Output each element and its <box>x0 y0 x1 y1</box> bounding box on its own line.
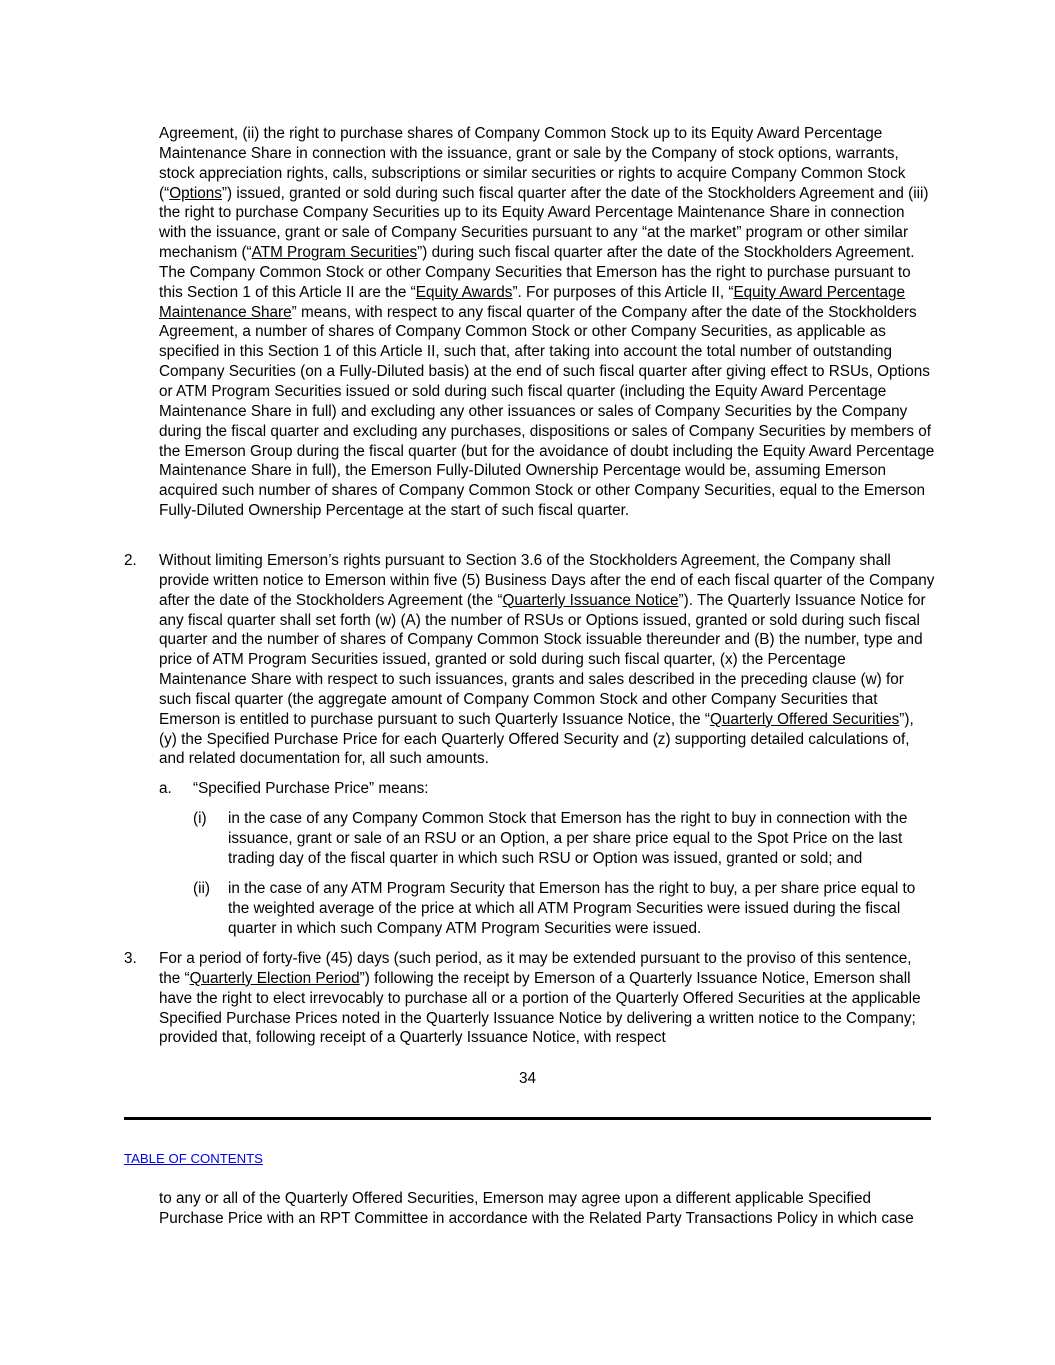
item-3-number: 3. <box>124 950 137 967</box>
table-of-contents-link[interactable]: TABLE OF CONTENTS <box>124 1151 263 1166</box>
continued-paragraph: Agreement, (ii) the right to purchase shares of Company Common Stock up to its Equity Award Percentage Maintenance Share in connection with the issuance, grant or sale by the Company of stock options, warrants, stock appreciation rights, calls, subscriptions or similar securities or rights to acquire Company Common Stock (“Options”) issued, granted or sold during such fiscal quarter after the date of the Stockholders Agreement and (iii) the right to purchase Company Securities up to its Equity Award Percentage Maintenance Share in connection with the issuance, grant or sale of Company Securities pursuant to any “at the market” program or other similar mechanism (“ATM Program Securities”) during such fiscal quarter after the date of the Stockholders Agreement. The Company Common Stock or other Company Securities that Emerson has the right to purchase pursuant to this Section 1 of this Article II are the “Equity Awards”. For purposes of this Article II, “Equity Award Percentage Maintenance Share” means, with respect to any fiscal quarter of the Company after the date of the Stockholders Agreement, a number of shares of Company Common Stock or other Company Securities, as applicable as specified in this Section 1 of this Article II, such that, after taking into account the total number of outstanding Company Securities (on a Fully-Diluted basis) at the end of such fiscal quarter after giving effect to RSUs, Options or ATM Program Securities issued or sold during such fiscal quarter (including the Equity Award Percentage Maintenance Share in full) and excluding any other issuances or sales of Company Securities by the Company during the fiscal quarter and excluding any purchases, dispositions or sales of Company Securities by members of the Emerson Group during the fiscal quarter (but for the avoidance of doubt including the Equity Award Percentage Maintenance Share in full), the Emerson Fully-Diluted Ownership Percentage would be, assuming Emerson acquired such number of shares of Company Common Stock or other Company Securities, equal to the Emerson Fully-Diluted Ownership Percentage at the start of such fiscal quarter. <box>159 125 935 520</box>
item-2a-ii-text: in the case of any ATM Program Security that Emerson has the right to buy, a per share price equal to the weighted average of the price at which all ATM Program Securities were issued during the fiscal quarter in which such Company ATM Program Securities were issued. <box>228 880 916 937</box>
item-2a-text: “Specified Purchase Price” means: <box>193 780 429 797</box>
page-divider <box>124 1117 931 1120</box>
defined-term-quarterly-election-period: Quarterly Election Period <box>189 969 360 987</box>
defined-term-quarterly-issuance-notice: Quarterly Issuance Notice <box>502 591 679 609</box>
defined-term-equity-award-percentage-maintenance-share: Equity Award Percentage Maintenance Share <box>159 283 905 321</box>
item-2a-letter: a. <box>159 780 172 797</box>
item-3-paragraph: For a period of forty-five (45) days (such period, as it may be extended pursuant to the proviso of this sentence, the “Quarterly Election Period”) following the receipt by Emerson of a Quarterly Issuance Notice, Emerson shall have the right to elect irrevocably to purchase all or a portion of the Quarterly Offered Securities at the applicable Specified Purchase Prices noted in the Quarterly Issuance Notice by delivering a written notice to the Company; provided that, following receipt of a Quarterly Issuance Notice, with respect <box>159 950 921 1047</box>
next-page-paragraph: to any or all of the Quarterly Offered Securities, Emerson may agree upon a different applicable Specified Purchase Price with an RPT Committee in accordance with the Related Party Transactions Policy in which case <box>159 1190 914 1227</box>
defined-term-equity-awards: Equity Awards <box>415 283 513 301</box>
item-2-paragraph: Without limiting Emerson’s rights pursuant to Section 3.6 of the Stockholders Agreement, the Company shall provide written notice to Emerson within five (5) Business Days after the end of each fiscal quarter of the Company after the date of the Stockholders Agreement (the “Quarterly Issuance Notice”). The Quarterly Issuance Notice for any fiscal quarter shall set forth (w) (A) the number of RSUs or Options issued, granted or sold during such fiscal quarter and the number of shares of Company Common Stock issuable thereunder and (B) the number, type and price of ATM Program Securities issued, granted or sold during such fiscal quarter, (x) the Percentage Maintenance Share with respect to such issuances, grants and sales described in the preceding clause (w) for such fiscal quarter (the aggregate amount of Company Common Stock and other Company Securities that Emerson is entitled to purchase pursuant to such Quarterly Issuance Notice, the “Quarterly Offered Securities”), (y) the Specified Purchase Price for each Quarterly Offered Security and (z) supporting detailed calculations of, and related documentation for, all such amounts. <box>159 552 935 768</box>
defined-term-quarterly-offered-securities: Quarterly Offered Securities <box>709 710 900 728</box>
defined-term-options: Options <box>169 184 222 202</box>
defined-term-atm-program-securities: ATM Program Securities <box>251 244 418 262</box>
item-2a-i-number: (i) <box>193 810 207 827</box>
item-2a-i-text: in the case of any Company Common Stock that Emerson has the right to buy in connection with the issuance, grant or sale of an RSU or an Option, a per share price equal to the Spot Price on the last trading day of the fiscal quarter in which such RSU or Option was issued, granted or sold; and <box>228 810 908 867</box>
item-2-number: 2. <box>124 552 137 569</box>
page-number: 34 <box>518 1070 536 1087</box>
item-2a-ii-number: (ii) <box>193 880 210 897</box>
